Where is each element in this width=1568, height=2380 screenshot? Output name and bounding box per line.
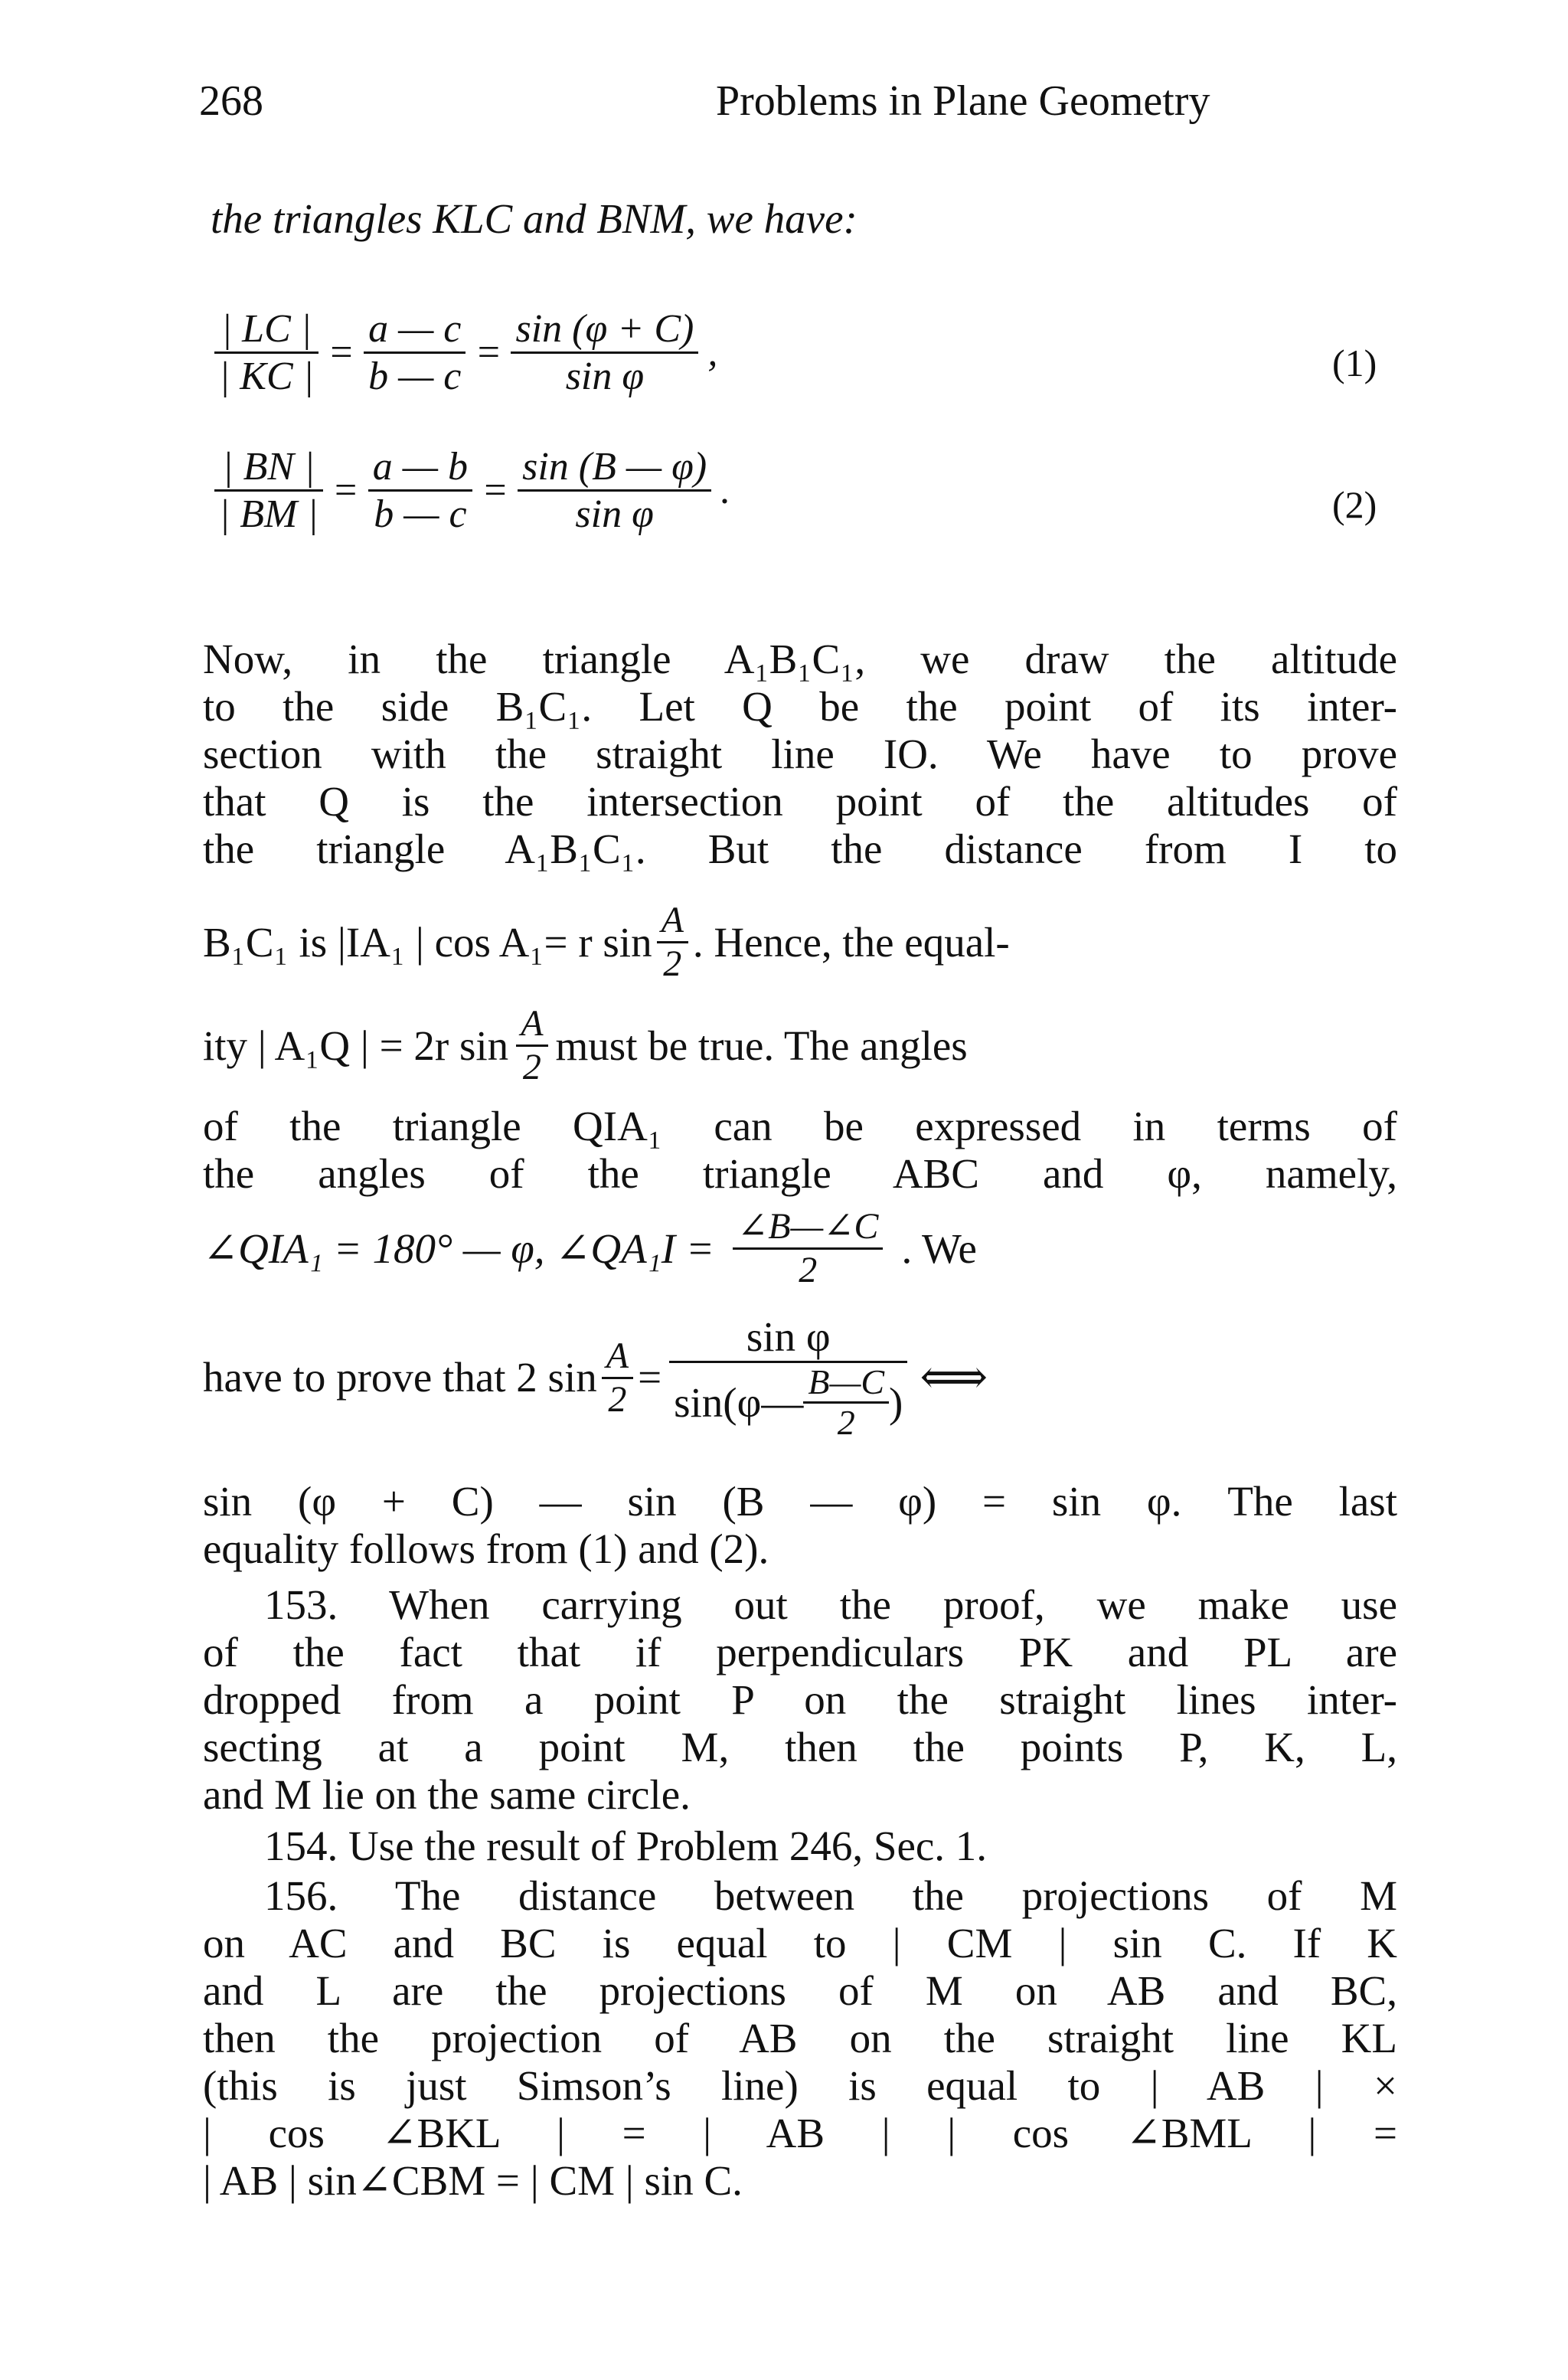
eq2-lhs: $\frac{| BN |}{| BM |}$ [214,444,332,537]
fraction-b-minus-c: $\frac{\angle B—\angle C}{2}$ [733,1206,883,1291]
math-text: . Hence, the equal- [692,918,1010,966]
math-text: B₁C₁ is |IA₁ | cos A₁= r sin [203,918,652,966]
text-line: that Q is the intersection point of the altitudes of [203,778,1397,825]
problem-154: 154. Use the result of Problem 246, Sec. 1. [264,1823,988,1869]
paragraph-angles [203,1103,1397,1198]
text-line: 153. When carrying out the proof, we make use [264,1581,1397,1628]
fraction-a-over-2: $\frac{A}{2}$ [657,900,688,985]
math-text: ity | A₁Q | = 2r sin [203,1022,509,1069]
intro-line: the triangles KLC and BNM, we have: [211,195,858,242]
math-line-prove [203,1313,1397,1442]
problem-156 [203,1872,1397,2205]
text-line: of the triangle QIA₁ can be expressed in terms of [203,1103,1397,1149]
text-line: to the side B₁C₁. Let Q be the point of its inter- [203,683,1397,730]
text-line: the triangle A₁B₁C₁. But the distance from I to [203,825,1397,872]
math-line-angles [203,1206,1397,1291]
text-line: Now, in the triangle A₁B₁C₁, we draw the altitude [203,636,1397,682]
eq1-mid: $\frac{a — c}{b — c}$ [364,306,475,399]
equation-2: $\frac{| BN |}{| BM |}$ = $\frac{a — b}{b — c}$ = $\frac{\sin (B — \varphi)}{\text{sin φ}}$ . [214,444,740,537]
text-line: on AC and BC is equal to | CM | sin C. If K [203,1920,1397,1966]
paragraph-conclusion [203,1478,1397,1573]
text-line: and M lie on the same circle. [203,1771,691,1818]
equation-1-tag: (1) [1332,342,1377,384]
paragraph-altitude [203,636,1397,873]
fraction-a-over-2: $\frac{A}{2}$ [602,1335,633,1420]
text-line: then the projection of AB on the straight line KL [203,2015,1397,2061]
text-line: the angles of the triangle ABC and φ, namely, [203,1150,1397,1197]
fraction-a-over-2: $\frac{A}{2}$ [516,1003,547,1088]
math-line-1 [203,900,1397,985]
fraction-sin-phi: sin φ sin(φ— $\frac{B—C}{2}$ ) [669,1313,907,1442]
eq1-lhs: $\frac{| LC |}{| KC |}$ [214,306,328,399]
text-line: and L are the projections of M on AB and BC, [203,1967,1397,2014]
text-line: 156. The distance between the projections of M [264,1872,1397,1919]
math-text: ∠QIA₁ = 180° — φ, ∠QA₁I = [203,1224,714,1272]
text-line: secting at a point M, then the points P, K, L, [203,1724,1397,1770]
text-line: | cos ∠BKL | = | AB | | cos ∠BML | = [203,2110,1397,2156]
text-line: | AB | sin∠CBM = | CM | sin C. [203,2157,743,2204]
text-line: sin (φ + C) — sin (B — φ) = sin φ. The last [203,1478,1397,1525]
eq2-rhs: $\frac{\sin (B — \varphi)}{\text{sin φ}}$ [518,444,720,537]
math-text: must be true. The angles [555,1022,968,1069]
text-line: of the fact that if perpendiculars PK and PL are [203,1629,1397,1675]
text-line: (this is just Simson’s line) is equal to | AB | × [203,2062,1397,2109]
equation-2-tag: (2) [1332,483,1377,526]
problem-153 [203,1581,1397,1819]
math-text: have to prove that 2 sin [203,1354,597,1401]
equation-1: $\frac{| LC |}{| KC |}$ = $\frac{a — c}{b — c}$ = $\frac{\sin (\varphi + C)}{\text{sin φ}}$ , [214,306,727,399]
iff-symbol: ⟺ [920,1352,988,1404]
text-line: section with the straight line IO. We have to prove [203,731,1397,777]
eq1-rhs: $\frac{\sin (\varphi + C)}{\text{sin φ}}$ [511,306,707,399]
math-text: . We [901,1224,977,1272]
text-line: equality follows from (1) and (2). [203,1525,769,1572]
page-number: 268 [199,77,263,125]
text-line: dropped from a point P on the straight lines inter- [203,1676,1397,1723]
running-title: Problems in Plane Geometry [716,77,1210,125]
eq2-mid: $\frac{a — b}{b — c}$ [368,444,482,537]
math-text: = [638,1354,662,1401]
math-line-2 [203,1003,1397,1088]
